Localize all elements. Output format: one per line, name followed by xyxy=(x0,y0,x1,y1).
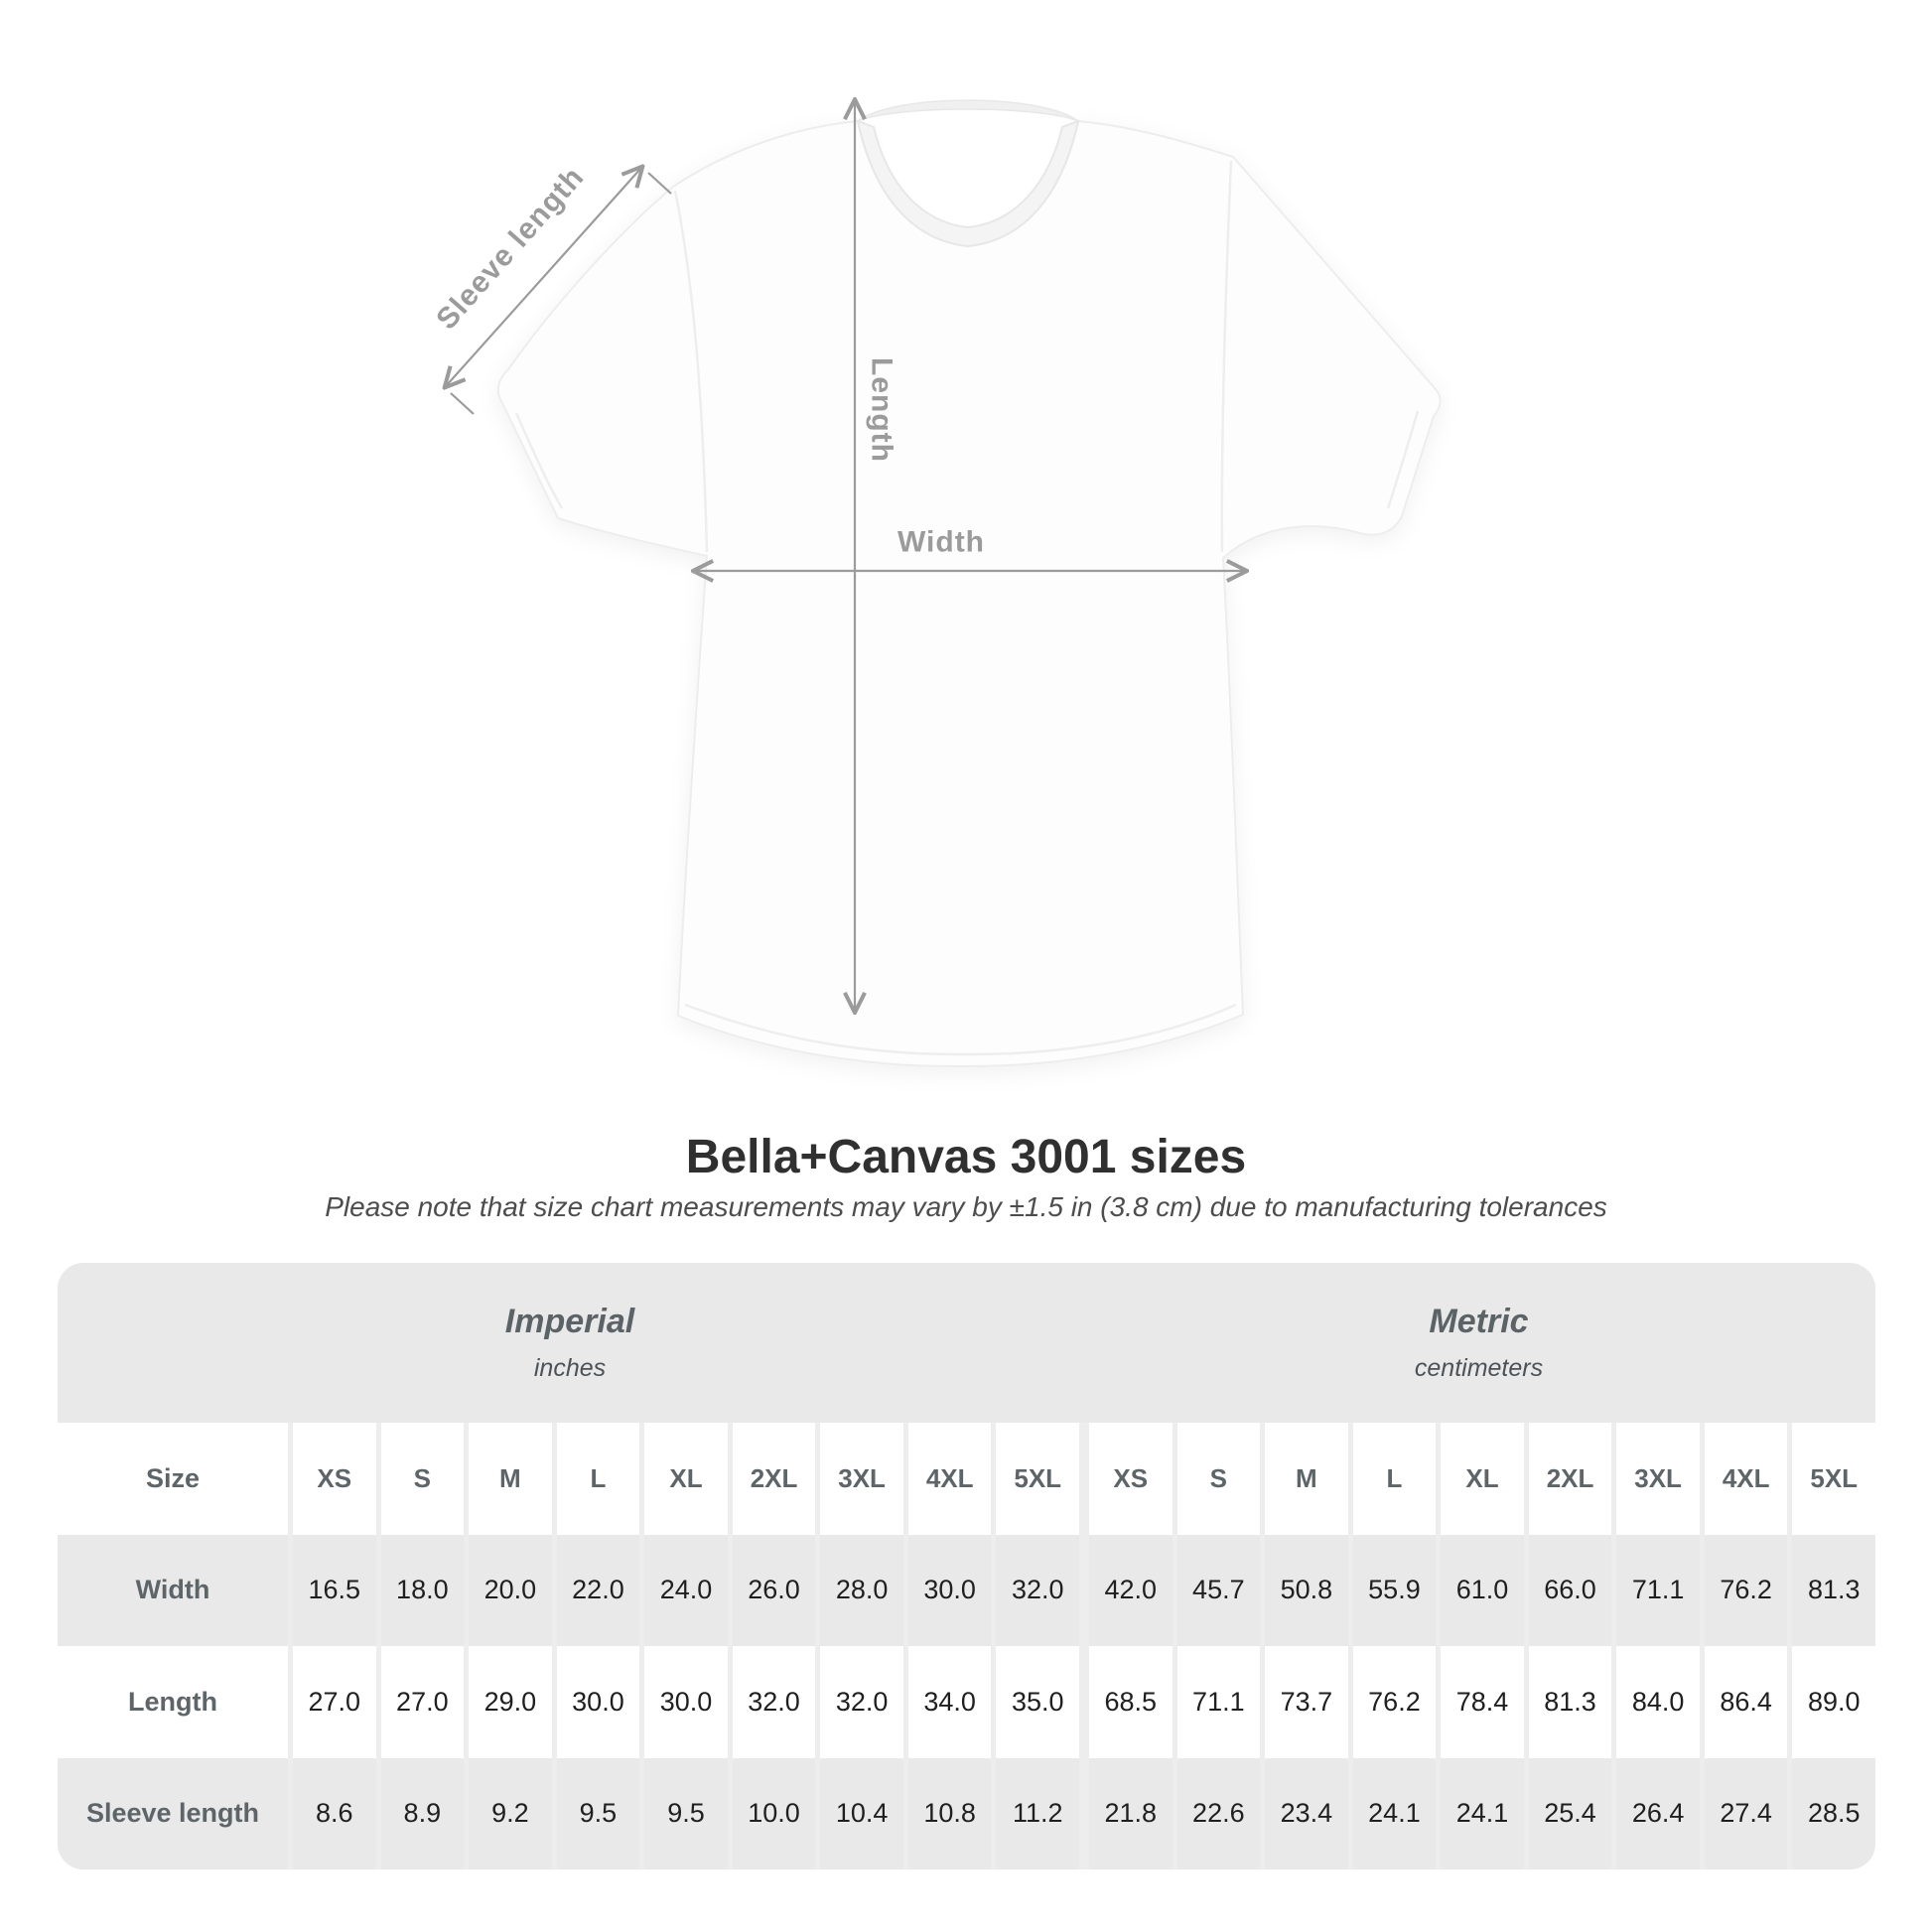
imperial-section-header xyxy=(58,1263,1082,1423)
sleeve-length-label: Sleeve length xyxy=(430,160,591,337)
size-col-header: XL xyxy=(644,1423,728,1535)
size-col-header: XS xyxy=(293,1423,376,1535)
table-cell: 78.4 xyxy=(1441,1646,1524,1758)
table-cell: 29.0 xyxy=(469,1646,552,1758)
size-col-header: L xyxy=(1353,1423,1437,1535)
size-col-header: 3XL xyxy=(820,1423,903,1535)
table-cell: 42.0 xyxy=(1089,1535,1173,1647)
table-cell: 21.8 xyxy=(1089,1758,1173,1870)
table-cell: 30.0 xyxy=(557,1646,640,1758)
size-col-header: XL xyxy=(1441,1423,1524,1535)
tshirt-illustration xyxy=(498,100,1441,1066)
table-cell: 68.5 xyxy=(1089,1646,1173,1758)
table-cell: 61.0 xyxy=(1441,1535,1524,1647)
size-col-header: 2XL xyxy=(733,1423,816,1535)
row-label: Sleeve length xyxy=(58,1758,288,1870)
width-label: Width xyxy=(897,525,986,559)
table-cell: 10.0 xyxy=(733,1758,816,1870)
row-label: Width xyxy=(58,1535,288,1647)
table-cell: 27.0 xyxy=(381,1646,465,1758)
table-cell: 81.3 xyxy=(1529,1646,1612,1758)
width-row xyxy=(58,1535,1875,1647)
table-cell: 8.9 xyxy=(381,1758,465,1870)
table-cell: 22.6 xyxy=(1177,1758,1261,1870)
table-cell: 9.2 xyxy=(469,1758,552,1870)
table-cell: 73.7 xyxy=(1265,1646,1348,1758)
table-cell: 32.0 xyxy=(820,1646,903,1758)
table-cell: 76.2 xyxy=(1353,1646,1437,1758)
table-cell: 16.5 xyxy=(293,1535,376,1647)
table-cell: 26.4 xyxy=(1616,1758,1700,1870)
size-col-header: 4XL xyxy=(908,1423,992,1535)
table-cell: 76.2 xyxy=(1705,1535,1788,1647)
table-cell: 28.0 xyxy=(820,1535,903,1647)
table-cell: 89.0 xyxy=(1792,1646,1875,1758)
size-col-header: 3XL xyxy=(1616,1423,1700,1535)
size-col-header: S xyxy=(381,1423,465,1535)
table-cell: 71.1 xyxy=(1177,1646,1261,1758)
table-cell: 10.4 xyxy=(820,1758,903,1870)
size-col-header: 5XL xyxy=(996,1423,1079,1535)
metric-unit-label: centimeters xyxy=(1414,1354,1544,1382)
size-col-header: 4XL xyxy=(1705,1423,1788,1535)
table-cell: 24.0 xyxy=(644,1535,728,1647)
table-cell: 66.0 xyxy=(1529,1535,1612,1647)
table-cell: 9.5 xyxy=(557,1758,640,1870)
sleeve-length-row xyxy=(58,1758,1875,1870)
table-cell: 9.5 xyxy=(644,1758,728,1870)
sleeve-witness-tick-upper xyxy=(648,173,671,194)
imperial-label: Imperial xyxy=(504,1303,635,1340)
table-cell: 20.0 xyxy=(469,1535,552,1647)
size-col-header: 5XL xyxy=(1792,1423,1875,1535)
unit-header-band xyxy=(58,1263,1875,1423)
size-col-header: M xyxy=(1265,1423,1348,1535)
size-table xyxy=(58,1263,1875,1869)
size-col-header: L xyxy=(557,1423,640,1535)
table-cell: 28.5 xyxy=(1792,1758,1875,1870)
table-cell: 26.0 xyxy=(733,1535,816,1647)
size-col-header: S xyxy=(1177,1423,1261,1535)
table-cell: 25.4 xyxy=(1529,1758,1612,1870)
table-cell: 32.0 xyxy=(996,1535,1079,1647)
table-cell: 11.2 xyxy=(996,1758,1079,1870)
table-cell: 32.0 xyxy=(733,1646,816,1758)
table-cell: 71.1 xyxy=(1616,1535,1700,1647)
table-cell: 24.1 xyxy=(1353,1758,1437,1870)
table-cell: 30.0 xyxy=(644,1646,728,1758)
length-label: Length xyxy=(865,357,898,463)
table-cell: 10.8 xyxy=(908,1758,992,1870)
row-label: Length xyxy=(58,1646,288,1758)
metric-section-header xyxy=(1082,1263,1875,1423)
table-cell: 50.8 xyxy=(1265,1535,1348,1647)
table-cell: 22.0 xyxy=(557,1535,640,1647)
table-cell: 81.3 xyxy=(1792,1535,1875,1647)
size-col-header: 2XL xyxy=(1529,1423,1612,1535)
table-cell: 86.4 xyxy=(1705,1646,1788,1758)
table-cell: 18.0 xyxy=(381,1535,465,1647)
corner-label: Size xyxy=(58,1423,288,1535)
imperial-unit-label: inches xyxy=(533,1354,607,1382)
tshirt-body xyxy=(498,121,1441,1066)
table-cell: 27.4 xyxy=(1705,1758,1788,1870)
table-cell: 45.7 xyxy=(1177,1535,1261,1647)
sleeve-witness-tick-lower xyxy=(451,393,474,414)
table-cell: 24.1 xyxy=(1441,1758,1524,1870)
size-col-header: M xyxy=(469,1423,552,1535)
page-subtitle: Please note that size chart measurements may vary by ±1.5 in (3.8 cm) due to manufacturing tolerances xyxy=(325,1191,1607,1222)
table-cell: 55.9 xyxy=(1353,1535,1437,1647)
metric-label: Metric xyxy=(1429,1303,1529,1340)
table-cell: 84.0 xyxy=(1616,1646,1700,1758)
table-cell: 8.6 xyxy=(293,1758,376,1870)
table-cell: 35.0 xyxy=(996,1646,1079,1758)
size-header-row xyxy=(58,1423,1875,1535)
table-cell: 23.4 xyxy=(1265,1758,1348,1870)
page-title: Bella+Canvas 3001 sizes xyxy=(685,1131,1247,1183)
table-cell: 34.0 xyxy=(908,1646,992,1758)
tshirt-back-collar xyxy=(858,100,1078,121)
length-row xyxy=(58,1646,1875,1758)
table-cell: 30.0 xyxy=(908,1535,992,1647)
table-cell: 27.0 xyxy=(293,1646,376,1758)
size-col-header: XS xyxy=(1089,1423,1173,1535)
